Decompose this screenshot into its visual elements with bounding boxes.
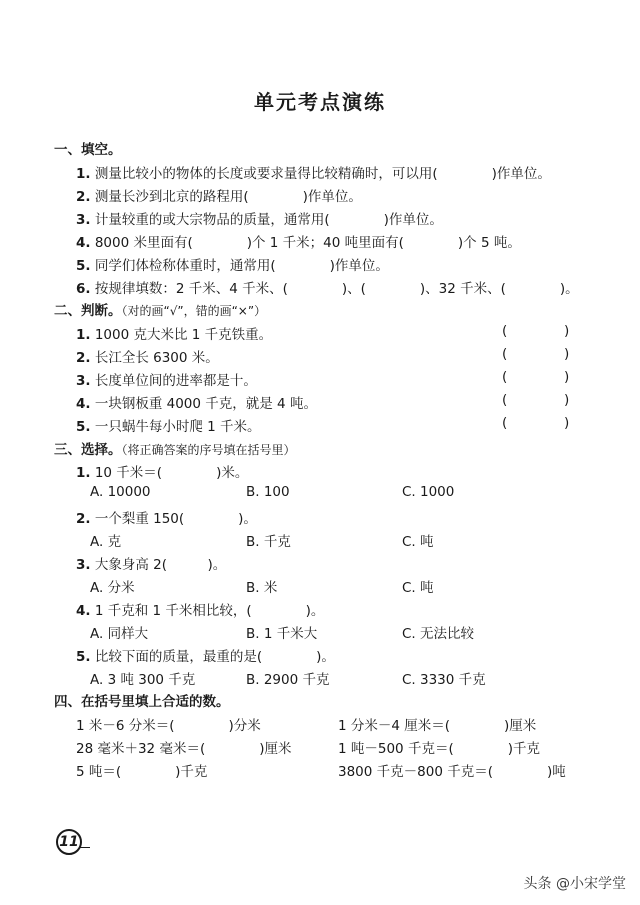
page-number: 11 [56,829,82,855]
option-a: A. 10000 [90,484,151,500]
fill-question [76,208,443,228]
section-heading-text: 三、选择。 [54,442,122,458]
watermark: 头条 @小宋学堂 [523,876,626,892]
question-text: 大象身高 2( )。 [94,557,227,573]
question-text: 测量比较小的物体的长度或要求量得比较精确时，可以用( )作单位。 [94,166,551,182]
question-number: 3. [76,212,91,228]
question-number: 4. [76,603,91,619]
choice-question [76,645,335,665]
question-text: 测量长沙到北京的路程用( )作单位。 [94,189,362,205]
option-b: B. 2900 千克 [246,672,330,688]
option-b: B. 100 [246,484,290,500]
section-heading-text: 二、判断。 [54,303,122,319]
question-number: 6. [76,281,91,297]
option-b: B. 1 千米大 [246,626,318,642]
option-a: A. 克 [90,534,122,550]
option-a: A. 3 吨 300 千克 [90,672,196,688]
question-text: 一块钢板重 4000 千克，就是 4 吨。 [94,396,317,412]
question-number: 2. [76,350,91,366]
calc-item: 1 分米－4 厘米＝( )厘米 [338,718,537,734]
judge-question [76,392,317,412]
section-note: （对的画“√”，错的画“×”） [121,304,267,318]
section-calc-heading [54,690,230,710]
question-number: 1. [76,166,91,182]
judge-question [76,415,261,435]
question-number: 1. [76,465,91,481]
calc-item: 3800 千克－800 千克＝( )吨 [338,764,566,780]
page-title: 单元考点演练 [254,90,386,114]
question-number: 5. [76,649,91,665]
question-text: 长江全长 6300 米。 [94,350,219,366]
option-c: C. 吨 [402,580,434,596]
judge-question [76,369,257,389]
calc-item: 28 毫米＋32 毫米＝( )厘米 [76,741,292,757]
question-text: 8000 米里面有( )个 1 千米；40 吨里面有( )个 5 吨。 [94,235,521,251]
page-number-underline [80,847,90,848]
judge-question [76,323,272,343]
judge-question [76,346,219,366]
choice-question [76,599,324,619]
question-text: 1000 克大米比 1 千克铁重。 [94,327,273,343]
option-c: C. 吨 [402,534,434,550]
question-number: 5. [76,258,91,274]
question-number: 2. [76,189,91,205]
question-number: 3. [76,557,91,573]
option-c: C. 无法比较 [402,626,475,642]
question-text: 一个梨重 150( )。 [94,511,257,527]
fill-question [76,254,389,274]
choice-question [76,461,248,481]
question-text: 一只蜗牛每小时爬 1 千米。 [94,419,261,435]
question-text: 按规律填数：2 千米、4 千米、( )、( )、32 千米、( )。 [94,281,579,297]
option-b: B. 米 [246,580,278,596]
section-heading-text: 一、填空。 [54,142,122,158]
option-b: B. 千克 [246,534,291,550]
question-number: 2. [76,511,91,527]
question-number: 3. [76,373,91,389]
section-heading-text: 四、在括号里填上合适的数。 [54,694,230,710]
section-note: （将正确答案的序号填在括号里） [121,443,296,457]
question-number: 4. [76,235,91,251]
section-judge-heading [54,299,266,319]
option-c: C. 3330 千克 [402,672,486,688]
choice-question [76,553,226,573]
worksheet-page: 单元考点演练 一、填空。 1. 测量比较小的物体的长度或要求量得比较精确时，可以用( )作单位。 2. 测量长沙到北京的路程用( )作单位。 3. 计量较重的或大宗物品的质量，通常用( )作单位。 4. 8000 米里面有( )个 1 千米；40 吨里面有( )个 5 吨。 5. 同学们体检称体重时，通常用( )作单位。 6. 按规律填数：2 千米、4 千米、( )、( )、32 千米、( )。 二、判断。（对的画“√”，错的画“×”） 1. 1000 克大米比 1 千克铁重。 ( ) 2. 长江全长 6300 米。 ( ) 3. 长度单位间的进率都是十。 ( ) 4. 一块钢板重 4000 千克，就是 4 吨。 ( ) 5. 一只蜗牛每小时爬 1 千米。 ( ) 三、选择。（将正确答案的序号填在括号里） 1. 10 千米＝( )米。 A. 10000 B. 100 C. 1000 2. 一个梨重 150( )。 A. 克 B. 千克 C. 吨 3. 大象身高 2( )。 A. 分米 B. 米 C. 吨 4. 1 千克和 1 千米相比较，( )。 A. 同样大 B. 1 千米大 C. 无法比较 5. 比较下面的质量，最重的是( )。 A. 3 吨 300 千克 B. 2900 千克 C. 3330 千克 四、在括号里填上合适的数。 1 米－6 分米＝( )分米 1 分米－4 厘米＝( )厘米 28 毫米＋32 毫米＝( )厘米 1 吨－500 千克＝( )千克 5 吨＝( )千克 3800 千克－800 千克＝( )吨 11 头条 @小宋学堂 [0,0,640,905]
question-number: 1. [76,327,91,343]
question-text: 10 千米＝( )米。 [94,465,249,481]
question-text: 同学们体检称体重时，通常用( )作单位。 [94,258,389,274]
question-text: 长度单位间的进率都是十。 [94,373,257,389]
calc-item: 1 米－6 分米＝( )分米 [76,718,261,734]
question-text: 计量较重的或大宗物品的质量，通常用( )作单位。 [94,212,443,228]
question-text: 1 千克和 1 千米相比较，( )。 [94,603,325,619]
option-c: C. 1000 [402,484,455,500]
fill-question [76,162,551,182]
question-number: 5. [76,419,91,435]
question-number: 4. [76,396,91,412]
option-a: A. 同样大 [90,626,149,642]
choice-question [76,507,257,527]
section-choice-heading [54,438,296,458]
option-a: A. 分米 [90,580,135,596]
section-fill-heading [54,138,122,158]
fill-question [76,231,521,251]
calc-item: 1 吨－500 千克＝( )千克 [338,741,540,757]
question-text: 比较下面的质量，最重的是( )。 [94,649,335,665]
fill-question [76,185,362,205]
fill-question [76,277,579,297]
calc-item: 5 吨＝( )千克 [76,764,208,780]
